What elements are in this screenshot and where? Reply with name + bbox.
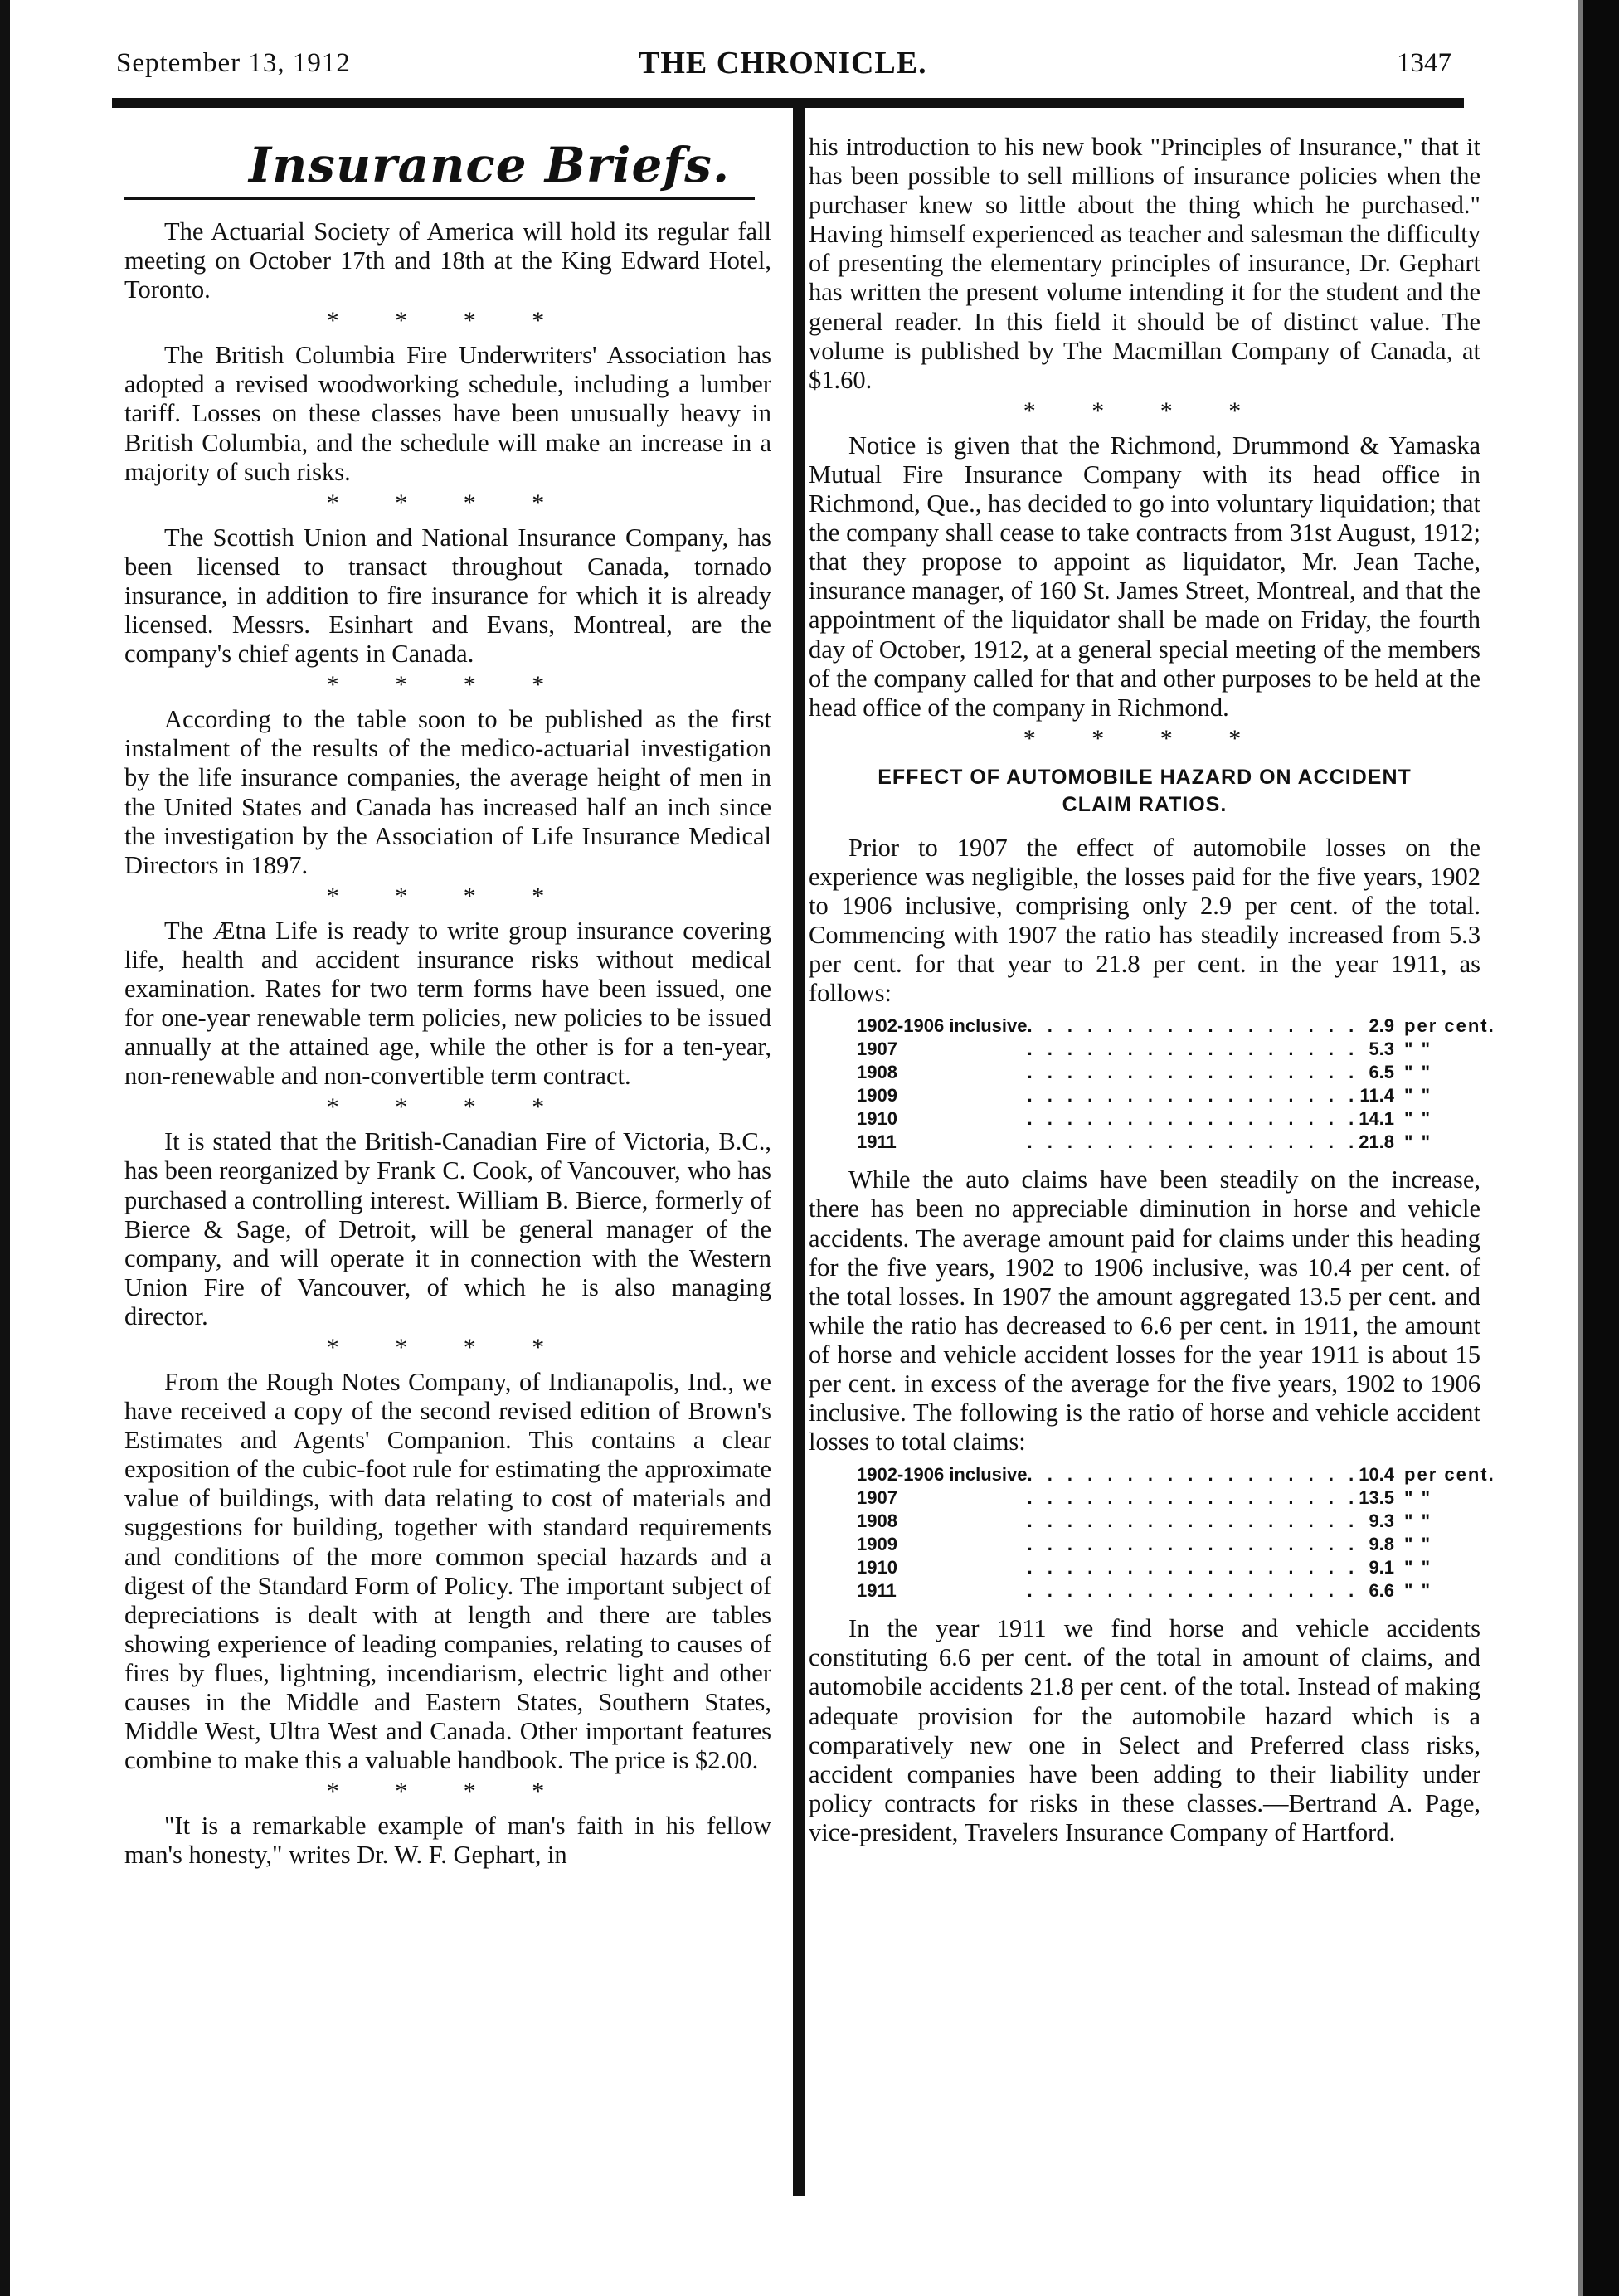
table-row xyxy=(857,1038,1495,1061)
leader-dots: . . . . . . . . . . . . . . . . . xyxy=(1027,1510,1359,1532)
row-unit: " " xyxy=(1404,1108,1432,1130)
leader-dots: . . . . . . . . . . . . . . . . . xyxy=(1027,1085,1359,1107)
brief-richmond-notice: Notice is given that the Richmond, Drummond & Yamaska Mutual Fire Insurance Company with its head office in Richmond, Que., has decided to go into voluntary liquidation; that the company shall cease to take contracts from 31st August, 1912; that they propose to appoint as liquidator, Mr. Jean Tache, insurance manager, of 160 St. James Street, Montreal, and that the appointment of the liquidator shall be made on Friday, the fourth day of October, 1912, at a general special meeting of the members of the company called for that and other purposes to be held at the head office of the company in Richmond. xyxy=(809,430,1480,722)
row-unit: " " xyxy=(1404,1039,1432,1060)
brief-medico-actuarial: According to the table soon to be published as the first instalment of the results of the medico-actuarial investigation by the life insurance companies, the average height of men in the United States and Canada has increased half an inch since the investigation by the Association of Life Insurance Medical Directors in 1897. xyxy=(124,705,771,879)
separator: * * * * xyxy=(326,307,570,335)
page-header xyxy=(116,48,1451,90)
row-label: 1909 xyxy=(857,1534,897,1555)
table-row xyxy=(857,1533,1495,1556)
leader-dots: . . . . . . . . . . . . . . . . . xyxy=(1027,1015,1359,1037)
row-unit: " " xyxy=(1404,1557,1432,1578)
left-column xyxy=(124,217,771,1870)
row-unit: per cent. xyxy=(1404,1015,1495,1037)
auto-ratio-table xyxy=(857,1014,1495,1154)
separator: * * * * xyxy=(326,1334,570,1361)
article-para-while: While the auto claims have been steadily on the increase, there has been no appreciable diminution in horse and vehicle accidents. The average amount paid for claims under this heading for the five years, 1902 to 1906 inclusive, was 10.4 per cent. of the total losses. In 1907 the amount aggregated 13.5 per cent. and while the ratio has decreased to 6.6 per cent. in 1911, the amount of horse and vehicle accident losses for the year 1911 is about 15 per cent. in excess of the average for the five years, 1902 to 1906 inclusive. The following is the ratio of horse and vehicle accident losses to total claims: xyxy=(809,1165,1480,1457)
table-row xyxy=(857,1131,1495,1154)
leader-dots: . . . . . . . . . . . . . . . . . xyxy=(1027,1487,1359,1509)
row-unit: " " xyxy=(1404,1085,1432,1107)
row-unit: " " xyxy=(1404,1487,1432,1509)
header-rule xyxy=(112,98,1464,108)
table-row xyxy=(857,1486,1495,1510)
right-column xyxy=(809,133,1495,1847)
table-row xyxy=(857,1463,1495,1486)
row-label: 1910 xyxy=(857,1108,897,1130)
row-unit: " " xyxy=(1404,1510,1432,1532)
separator: * * * * xyxy=(326,1778,570,1806)
table-row xyxy=(857,1084,1495,1107)
brief-bc-fire: The British Columbia Fire Underwriters' Association has adopted a revised woodworking schedule, including a lumber tariff. Losses on these classes have been unusually heavy in British Columbia, and the schedule will make an increase in a majority of such risks. xyxy=(124,341,771,486)
header-date: September 13, 1912 xyxy=(116,48,351,78)
brief-gephart-start: "It is a remarkable example of man's faith in his fellow man's honesty," writes Dr. W. F. Gephart, in xyxy=(124,1812,771,1870)
row-label: 1911 xyxy=(857,1580,897,1602)
table-row xyxy=(857,1107,1495,1131)
row-unit: " " xyxy=(1404,1062,1432,1083)
separator: * * * * xyxy=(1023,724,1267,752)
row-value: 6.6 xyxy=(1369,1580,1395,1602)
header-page-number: 1347 xyxy=(1397,48,1451,78)
table-row xyxy=(857,1579,1495,1603)
scan-border-left xyxy=(0,0,10,2296)
title-rule xyxy=(124,197,755,200)
article-heading-line-2: CLAIM RATIOS. xyxy=(1062,792,1228,816)
row-value: 10.4 xyxy=(1359,1464,1395,1486)
leader-dots: . . . . . . . . . . . . . . . . . xyxy=(1027,1580,1359,1602)
row-value: 13.5 xyxy=(1359,1487,1395,1509)
row-label: 1908 xyxy=(857,1510,897,1532)
row-value: 9.8 xyxy=(1369,1534,1395,1555)
separator: * * * * xyxy=(1023,396,1267,425)
leader-dots: . . . . . . . . . . . . . . . . . xyxy=(1027,1131,1359,1153)
row-label: 1907 xyxy=(857,1487,897,1509)
leader-dots: . . . . . . . . . . . . . . . . . xyxy=(1027,1039,1359,1060)
brief-scottish-union: The Scottish Union and National Insurance Company, has been licensed to transact throughout Canada, tornado insurance, in addition to fire insurance for which it is already licensed. Messrs. Esinhart and Evans, Montreal, are the company's chief agents in Canada. xyxy=(124,523,771,669)
row-label: 1910 xyxy=(857,1557,897,1578)
row-value: 11.4 xyxy=(1359,1085,1395,1107)
table-row xyxy=(857,1014,1495,1038)
brief-rough-notes: From the Rough Notes Company, of Indianapolis, Ind., we have received a copy of the second revised edition of Brown's Estimates and Agents' Companion. This contains a clear exposition of the cubic-foot rule for estimating the approximate value of buildings, with data relating to cost of materials and suggestions for building, together with standard requirements and conditions of the more common special hazards and a digest of the Standard Form of Policy. The important subject of depreciations is dealt with at length and there are tables showing experience of leading companies, relating to causes of fires by flues, lightning, incendiarism, electric light and other causes in the Middle and Eastern States, Southern States, Middle West, Ultra West and Canada. Other important features combine to make this a valuable handbook. The price is $2.00. xyxy=(124,1368,771,1775)
row-value: 9.3 xyxy=(1369,1510,1395,1532)
separator: * * * * xyxy=(326,489,570,517)
row-label: 1908 xyxy=(857,1062,897,1083)
separator: * * * * xyxy=(326,882,570,910)
brief-british-canadian: It is stated that the British-Canadian Fire of Victoria, B.C., has been reorganized by Frank C. Cook, of Vancouver, who has purchased a controlling interest. William B. Bierce, formerly of Bierce & Sage, of Detroit, will be general manager of the company, and will operate it in connection with the Western Union Fire of Vancouver, of which he is also managing director. xyxy=(124,1127,771,1330)
row-label: 1907 xyxy=(857,1039,897,1060)
row-unit: per cent. xyxy=(1404,1464,1495,1486)
row-label: 1902-1906 inclusive xyxy=(857,1464,1028,1486)
row-value: 2.9 xyxy=(1369,1015,1395,1037)
article-para-prior: Prior to 1907 the effect of automobile losses on the experience was negligible, the losses paid for the five years, 1902 to 1906 inclusive, comprising only 2.9 per cent. of the total. Commencing with 1907 the ratio has steadily increased from 5.3 per cent. for that year to 21.8 per cent. in the year 1911, as follows: xyxy=(809,833,1480,1008)
row-label: 1911 xyxy=(857,1131,897,1153)
brief-aetna: The Ætna Life is ready to write group insurance covering life, health and accident insurance risks without medical examination. Rates for two term forms have been issued, one for one-year renewable term policies, new policies to be issued annually at the attained age, while the other is for a ten-year, non-renewable and non-convertible term contract. xyxy=(124,916,771,1091)
section-title: Insurance Briefs. xyxy=(249,137,731,193)
row-label: 1909 xyxy=(857,1085,897,1107)
table-row xyxy=(857,1556,1495,1579)
row-value: 21.8 xyxy=(1359,1131,1395,1153)
row-unit: " " xyxy=(1404,1131,1432,1153)
row-value: 5.3 xyxy=(1369,1039,1395,1060)
row-value: 14.1 xyxy=(1359,1108,1395,1130)
row-unit: " " xyxy=(1404,1580,1432,1602)
leader-dots: . . . . . . . . . . . . . . . . . xyxy=(1027,1557,1359,1578)
brief-gephart-continued: his introduction to his new book "Principles of Insurance," that it has been possible to sell millions of insurance policies when the purchaser knew so little about the thing which he purchased." Having himself experienced as teacher and salesman the difficulty of presenting the elementary principles of insurance, Dr. Gephart has written the present volume intending it for the student and the general reader. In this field it should be of distinct value. The volume is published by The Macmillan Company of Canada, at $1.60. xyxy=(809,133,1480,394)
leader-dots: . . . . . . . . . . . . . . . . . xyxy=(1027,1534,1359,1555)
separator: * * * * xyxy=(326,1093,570,1121)
article-para-final: In the year 1911 we find horse and vehicle accidents constituting 6.6 per cent. of the total in amount of claims, and automobile accidents 21.8 per cent. of the total. Instead of making adequate provision for the automobile hazard which is a comparatively new one in Select and Preferred class risks, accident companies have been adding to their liability under policy contracts for risks in these classes.—Bertrand A. Page, vice-president, Travelers Insurance Company of Hartford. xyxy=(809,1614,1480,1846)
row-value: 6.5 xyxy=(1369,1062,1395,1083)
article-heading-line-1: EFFECT OF AUTOMOBILE HAZARD ON ACCIDENT xyxy=(878,765,1412,789)
row-label: 1902-1906 inclusive xyxy=(857,1015,1028,1037)
article-heading xyxy=(809,764,1480,819)
leader-dots: . . . . . . . . . . . . . . . . . xyxy=(1027,1464,1359,1486)
leader-dots: . . . . . . . . . . . . . . . . . xyxy=(1027,1062,1359,1083)
horse-vehicle-ratio-table xyxy=(857,1463,1495,1603)
separator: * * * * xyxy=(326,671,570,699)
brief-actuarial: The Actuarial Society of America will hold its regular fall meeting on October 17th and 18th at the King Edward Hotel, Toronto. xyxy=(124,217,771,304)
column-divider xyxy=(793,106,805,2196)
leader-dots: . . . . . . . . . . . . . . . . . xyxy=(1027,1108,1359,1130)
table-row xyxy=(857,1510,1495,1533)
row-unit: " " xyxy=(1404,1534,1432,1555)
table-row xyxy=(857,1061,1495,1084)
header-title: THE CHRONICLE. xyxy=(639,46,927,80)
row-value: 9.1 xyxy=(1369,1557,1395,1578)
scan-border-right xyxy=(1583,0,1619,2296)
